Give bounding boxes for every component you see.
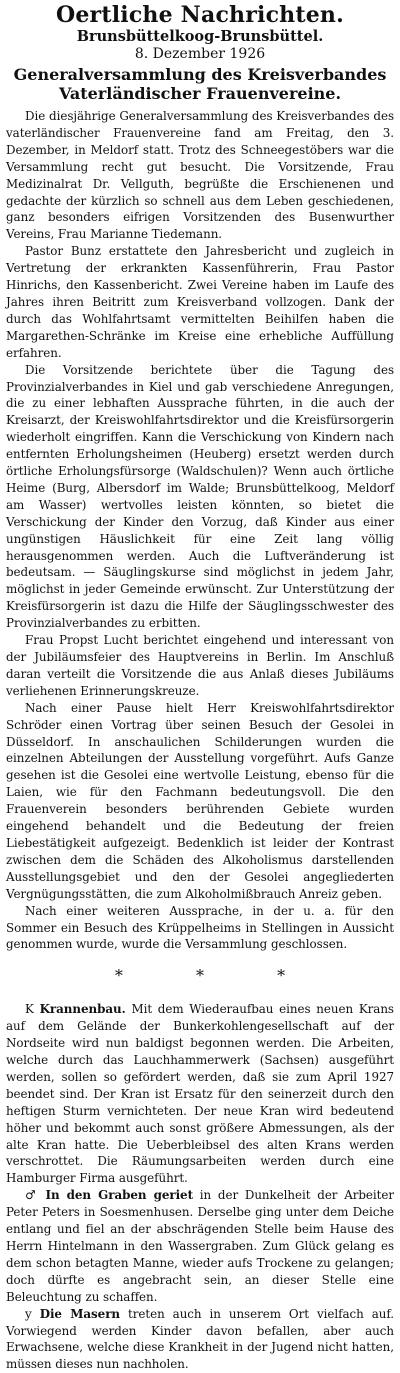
dateline-place: Brunsbüttelkoog-Brunsbüttel.: [76, 28, 324, 45]
news-item-text: treten auch in unserem Ort vielfach auf. Vorwiegend werden Kinder davon befallen, aber auch Erwachsene, welche diese Krankheit in der Jugend nicht hatten, müssen dieses nun nachholen.: [6, 1306, 394, 1372]
news-item-text: Mit dem Wiederaufbau eines neuen Krans auf dem Gelände der Bunkerkohlengesellschaft auf der Nordseite wird nun baldigst begonnen werden. Die Arbeiten, welche durch das Lauchhammerwerk (Sachsen) ausgeführt werden, sollen so gefördert werden, daß sie zum April 1927 beendet sind. Der Kran ist Ersatz für den seinerzeit durch den heftigen Sturm vernichteten. Der neue Kran wird bedeutend höher und bekommt auch sonst größere Abmessungen, als der alte Kran hatte. Die Ueberbleibsel des alten Krans werden verschrottet. Die Räumungsarbeiten werden durch eine Hamburger Firma ausgeführt.: [6, 1002, 394, 1186]
news-item-marker: y: [25, 1306, 32, 1321]
section-separator: * * *: [114, 966, 320, 986]
news-item-marker: K: [25, 1002, 34, 1017]
news-item-text: in der Dunkelheit der Arbeiter Peter Peters in Soesmenhusen. Derselbe ging unter dem Deiche entlang und fiel an der abschrägenden Stelle beim Hause des Herrn Hintelmann in den Wassergraben. Zum Glück gelang es dem schon betagten Manne, wieder aufs Trockene zu gelangen; doch dürfte es angebracht sein, an dieser Stelle eine Beleuchtung zu schaffen.: [6, 1188, 395, 1304]
article-headline-line-2: Vaterländischer Frauenvereine.: [58, 84, 342, 103]
article-paragraph-3: Die Vorsitzende berichtete über die Tagung des Provinzialverbandes in Kiel und gab verschiedene Anregungen, die zu einer lebhaften Aussprache führten, in die auch der Kreisarzt, der Kreiswohlfahrtsdirektor und die Kreisfürsorgerin wiederholt eingriffen. Kann die Verschickung von Kindern nach entfernten Erholungsheimen (Heuberg) ersetzt werden durch örtliche Erholungsfürsorge (Waldschulen)? Wenn auch örtliche Heime (Burg, Albersdorf im Walde; Brunsbüttelkoog, Meldorf am Wasser) wertvolles leisten könnten, so bietet die Verschickung der Kinder den Vorzug, daß Kinder aus einer ungünstigen Häuslichkeit für eine Zeit lang völlig herausgenommen werden. Auch die Luftveränderung ist bedeutsam. — Säuglingskurse sind möglichst in jedem Jahr, möglichst in jeder Gemeinde erwünscht. Zur Unterstützung der Kreisfürsorgerin ist dazu die Hilfe der Säuglingsschwester des Provinzialverbandes zu erbitten.: [6, 362, 394, 631]
news-item-krannenbau: [6, 1001, 394, 1187]
article-body: [6, 108, 394, 953]
article-paragraph-2: Pastor Bunz erstattete den Jahresbericht und zugleich in Vertretung der erkrankten Kassenführerin, Frau Pastor Hinrichs, den Kassenbericht. Zwei Vereine haben im Laufe des Jahres ihren Beitritt zum Kreisverband vollzogen. Dank der durch das Wohlfahrtsamt vermittelten Beihilfen haben die Margarethen-Schränke im Kreise eine erhebliche Auffüllung erfahren.: [6, 244, 394, 360]
section-title: Oertliche Nachrichten.: [56, 2, 344, 28]
news-item-title: Die Masern: [39, 1306, 121, 1321]
article-paragraph-4: Frau Propst Lucht berichtet eingehend und interessant von der Jubiläumsfeier des Hauptvereins in Berlin. Im Anschluß daran verteilt die Vorsitzende die aus Anlaß dieses Jubiläums verliehenen Erinnerungskreuze.: [6, 633, 394, 698]
news-item-masern: [6, 1306, 394, 1373]
article-headline: [6, 65, 394, 103]
news-item-graben: [6, 1187, 394, 1305]
article-paragraph-1: Die diesjährige Generalversammlung des Kreisverbandes des vaterländischer Frauenvereine fand am Freitag, den 3. Dezember, in Meldorf statt. Trotz des Schneegestöbers war die Versammlung recht gut besucht. Die Vorsitzende, Frau Medizinalrat Dr. Vellguth, begrüßte die Erschienenen und gedachte der kürzlich so schnell aus dem Leben geschiedenen, ganz besonders eifrigen Vorsitzenden des Busenwurther Vereins, Frau Marianne Tiedemann.: [6, 109, 394, 242]
article-headline-line-1: Generalversammlung des Kreisverbandes: [13, 65, 387, 84]
news-item-title: Krannenbau.: [39, 1002, 126, 1017]
news-item-marker: ♂: [25, 1188, 39, 1203]
dateline-date: 8. Dezember 1926: [134, 46, 266, 62]
article-paragraph-6: Nach einer weiteren Aussprache, in der u. a. für den Sommer ein Besuch des Krüppelheims in Stellingen in Aussicht genommen wurde, wurde die Versammlung geschlossen.: [6, 903, 394, 952]
news-item-title: In den Graben geriet: [45, 1188, 194, 1203]
article-paragraph-5: Nach einer Pause hielt Herr Kreiswohlfahrtsdirektor Schröder einen Vortrag über seinen Besuch der Gesolei in Düsseldorf. In anschaulichen Schilderungen wurden die einzelnen Abteilungen der Ausstellung vorgeführt. Aufs Ganze gesehen ist die Gesolei eine wertvolle Leistung, ebenso für die Laien, wie für den Fachmann bedeutungsvoll. Die den Frauenverein besonders berührenden Gebiete wurden eingehend behandelt und die Bedeutung der freien Liebestätigkeit aufgezeigt. Bedenklich ist leider der Kontrast zwischen dem die Schäden des Alkoholismus darstellenden Ausstellungsgebiet und den der Gesolei angegliederten Vergnügungsstätten, die zum Alkoholmißbrauch Anreiz geben.: [6, 700, 394, 901]
